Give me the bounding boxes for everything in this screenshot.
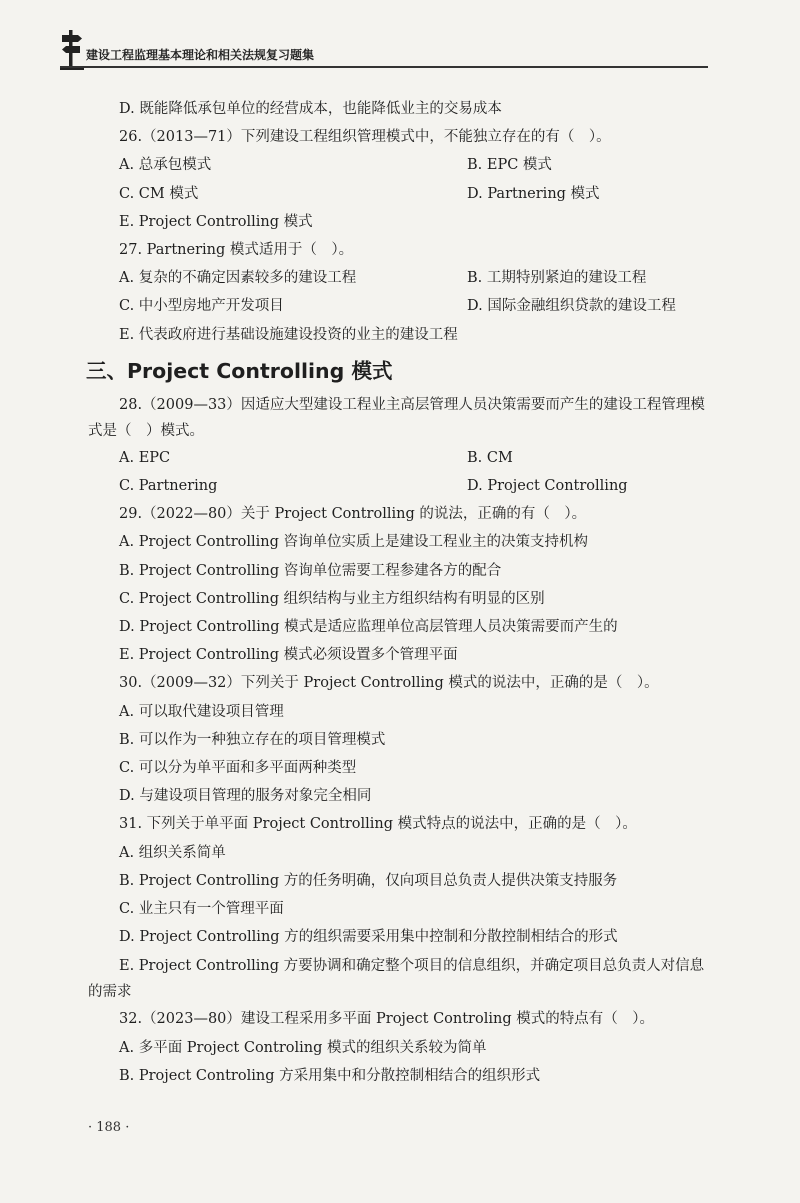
option-row	[88, 180, 712, 208]
option-row	[88, 292, 712, 320]
option-d: D. Project Controlling 模式是适应监理单位高层管理人员决策需要而产生的	[119, 619, 618, 636]
option-row	[88, 264, 712, 292]
option-d: D. Project Controlling 方的组织需要采用集中控制和分散控制相结合的形式	[119, 929, 618, 946]
option-a: A. 组织关系简单	[119, 844, 226, 861]
option-c: C. 可以分为单平面和多平面两种类型	[119, 760, 357, 777]
question-27: 27. Partnering 模式适用于（ ）。	[119, 242, 354, 259]
question-28: 28.（2009—33）因适应大型建设工程业主高层管理人员决策需要而产生的建设工程管理模式是（ ）模式。	[88, 396, 705, 439]
option-c: C. Project Controlling 组织结构与业主方组织结构有明显的区别	[119, 590, 545, 607]
option-a: A. 多平面 Project Controling 模式的组织关系较为简单	[119, 1039, 487, 1056]
section-title: 三、Project Controlling 模式	[86, 358, 393, 383]
running-header	[60, 26, 708, 70]
option-c: C. 业主只有一个管理平面	[119, 901, 284, 918]
option-a: A. Project Controlling 咨询单位实质上是建设工程业主的决策支持机构	[119, 534, 589, 551]
option-c: C. Partnering	[119, 478, 218, 495]
option-b: B. Project Controlling 方的任务明确，仅向项目总负责人提供决策支持服务	[119, 872, 618, 889]
option-d: D. 国际金融组织贷款的建设工程	[467, 298, 676, 315]
option-b: B. Project Controlling 咨询单位需要工程参建各方的配合	[119, 562, 502, 579]
question-30: 30.（2009—32）下列关于 Project Controlling 模式的说法中，正确的是（ ）。	[119, 675, 659, 692]
question-31: 31. 下列关于单平面 Project Controlling 模式特点的说法中，正确的是（ ）。	[119, 816, 637, 833]
option-a: A. 可以取代建设项目管理	[119, 703, 284, 720]
option-e: E. Project Controlling 模式	[119, 213, 313, 230]
option-b: B. 可以作为一种独立存在的项目管理模式	[119, 731, 386, 748]
option-e: E. Project Controlling 模式必须设置多个管理平面	[119, 647, 458, 664]
option-b: B. 工期特别紧迫的建设工程	[467, 270, 647, 287]
signpost-logo-icon	[60, 30, 84, 70]
option-c: C. CM 模式	[119, 185, 199, 202]
option-b: B. CM	[467, 449, 513, 466]
option-d: D. Partnering 模式	[467, 185, 600, 202]
question-32: 32.（2023—80）建设工程采用多平面 Project Controling 模式的特点有（ ）。	[119, 1011, 654, 1028]
option-row	[88, 472, 712, 500]
option-e: E. Project Controlling 方要协调和确定整个项目的信息组织，并确定项目总负责人对信息的需求	[88, 958, 705, 1001]
option-b: B. Project Controling 方采用集中和分散控制相结合的组织形式	[119, 1067, 541, 1084]
option-text: D. 既能降低承包单位的经营成本，也能降低业主的交易成本	[119, 101, 502, 117]
page-content	[88, 95, 712, 1090]
option-d: D. 与建设项目管理的服务对象完全相同	[119, 788, 372, 805]
option-a: A. EPC	[119, 449, 171, 466]
option-e: E. 代表政府进行基础设施建设投资的业主的建设工程	[119, 326, 458, 343]
option-row	[88, 444, 712, 472]
option-b: B. EPC 模式	[467, 157, 552, 174]
question-29: 29.（2022—80）关于 Project Controlling 的说法，正确的有（ ）。	[119, 506, 587, 523]
option-d: D. Project Controlling	[467, 478, 628, 495]
option-c: C. 中小型房地产开发项目	[119, 298, 284, 315]
page-number: · 188 ·	[88, 1120, 130, 1135]
question-26: 26.（2013—71）下列建设工程组织管理模式中，不能独立存在的有（ ）。	[119, 129, 611, 146]
option-a: A. 总承包模式	[119, 157, 212, 174]
option-a: A. 复杂的不确定因素较多的建设工程	[119, 270, 357, 287]
header-title: 建设工程监理基本理论和相关法规复习题集	[86, 48, 315, 62]
header-divider	[60, 66, 708, 68]
option-row	[88, 151, 712, 179]
